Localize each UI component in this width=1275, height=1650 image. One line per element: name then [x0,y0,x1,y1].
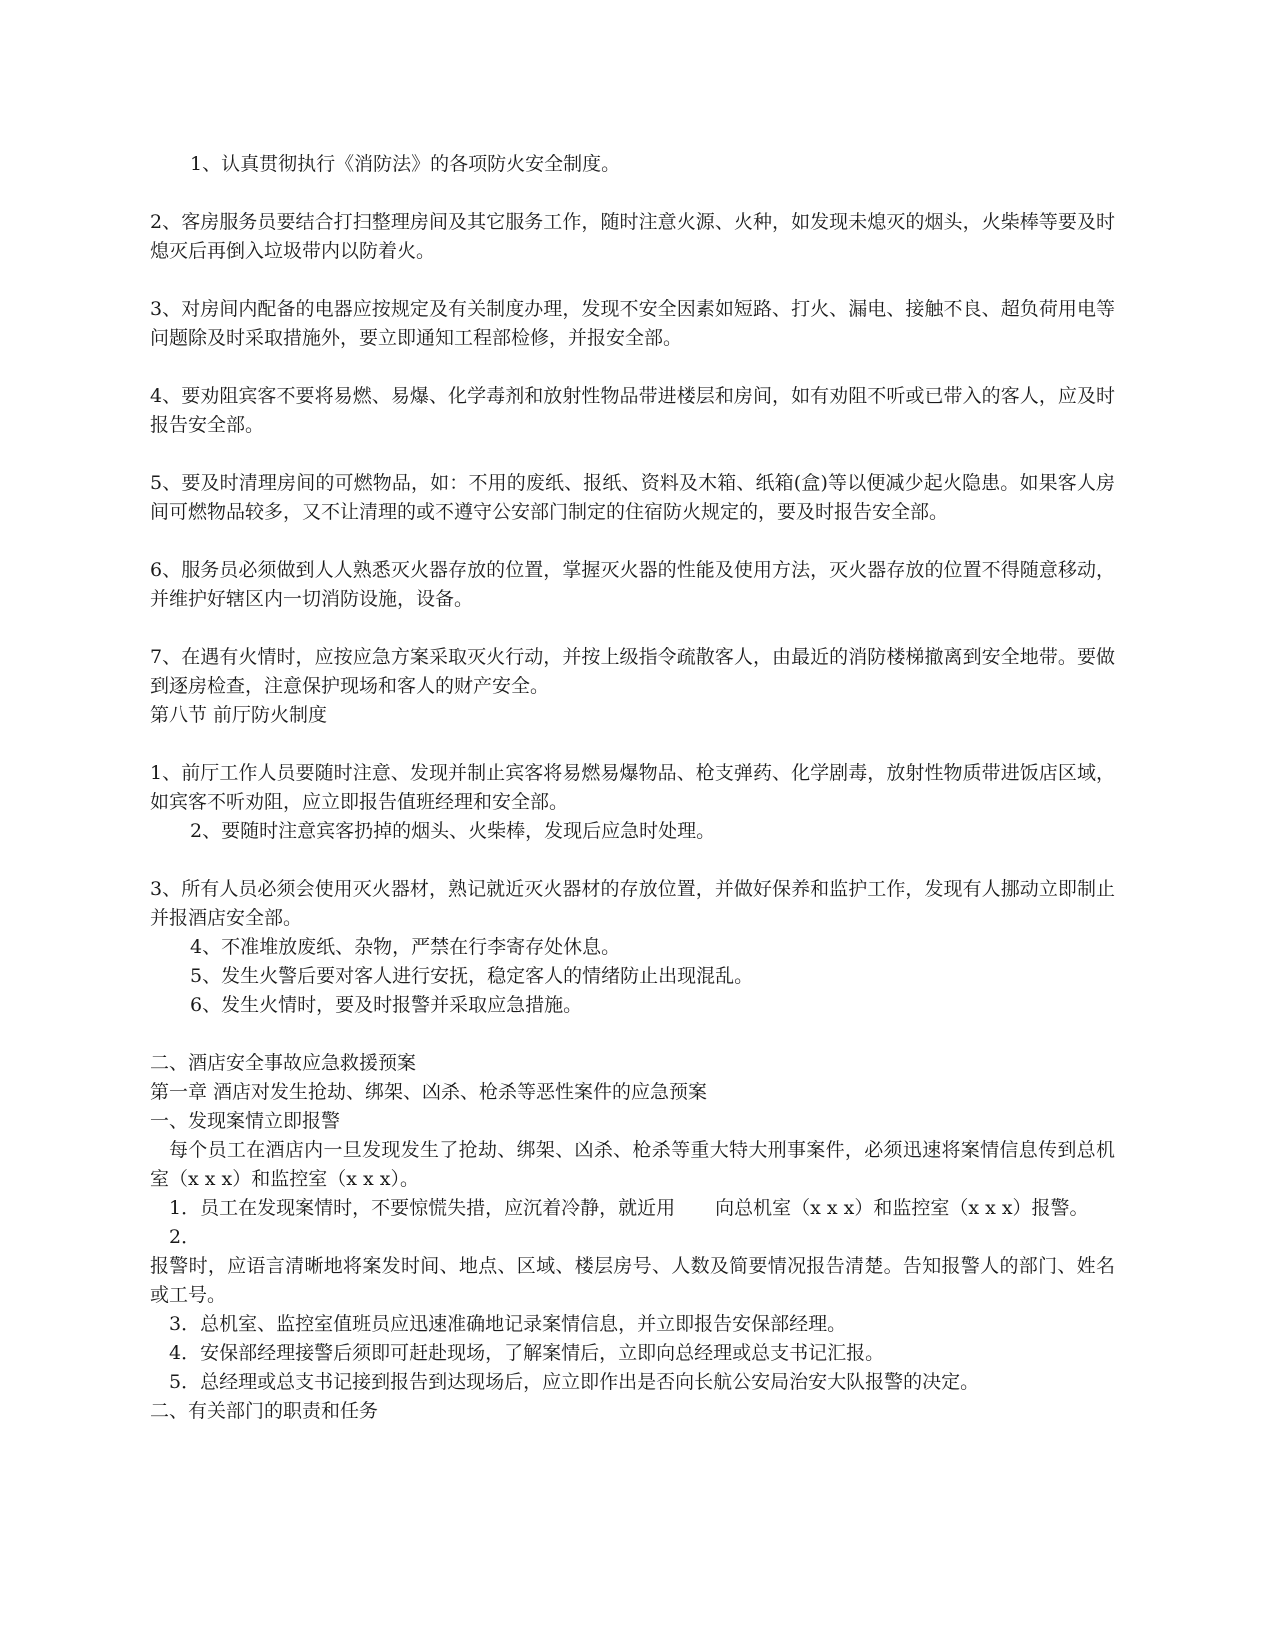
paragraph: 3、所有人员必须会使用灭火器材，熟记就近灭火器材的存放位置，并做好保养和监护工作，发现有人挪动立即制止并报酒店安全部。 [150,878,1115,929]
section-heading: 第八节 前厅防火制度 [150,704,328,726]
paragraph: 5、要及时清理房间的可燃物品，如：不用的废纸、报纸、资料及木箱、纸箱(盒)等以便减少起火隐患。如果客人房间可燃物品较多，又不让清理的或不遵守公安部门制定的住宿防火规定的，要及时报告安全部。 [150,472,1115,523]
step-1-text-b: 向总机室（x x x）和监控室（x x x）报警。 [715,1197,1089,1219]
paragraph: 2、客房服务员要结合打扫整理房间及其它服务工作，随时注意火源、火种，如发现未熄灭的烟头，火柴棒等要及时熄灭后再倒入垃圾带内以防着火。 [150,211,1115,262]
paragraph: 4、不准堆放废纸、杂物，严禁在行李寄存处休息。 [190,936,621,958]
paragraph: 1、前厅工作人员要随时注意、发现并制止宾客将易燃易爆物品、枪支弹药、化学剧毒，放射性物质带进饭店区域，如宾客不听劝阻，应立即报告值班经理和安全部。 [150,762,1115,813]
step-1 [150,1194,1115,1223]
paragraph: 5、发生火警后要对客人进行安抚，稳定客人的情绪防止出现混乱。 [190,965,754,987]
step-4: 4．安保部经理接警后须即可赶赴现场，了解案情后，立即向总经理或总支书记汇报。 [169,1342,885,1364]
sub-heading: 二、有关部门的职责和任务 [150,1400,379,1422]
step-5: 5．总经理或总支书记接到报告到达现场后，应立即作出是否向长航公安局治安大队报警的决定。 [169,1371,980,1393]
paragraph: 6、服务员必须做到人人熟悉灭火器存放的位置，掌握灭火器的性能及使用方法，灭火器存放的位置不得随意移动，并维护好辖区内一切消防设施，设备。 [150,559,1115,610]
step-2-number: 2． [169,1226,201,1248]
chapter-heading: 第一章 酒店对发生抢劫、绑架、凶杀、枪杀等恶性案件的应急预案 [150,1081,708,1103]
section-heading: 二、酒店安全事故应急救援预案 [150,1052,417,1074]
paragraph: 4、要劝阻宾客不要将易燃、易爆、化学毒剂和放射性物品带进楼层和房间，如有劝阻不听或已带入的客人，应及时报告安全部。 [150,385,1115,436]
step-3: 3．总机室、监控室值班员应迅速准确地记录案情信息，并立即报告安保部经理。 [169,1313,847,1335]
paragraph: 7、在遇有火情时，应按应急方案采取灭火行动，并按上级指令疏散客人，由最近的消防楼梯撤离到安全地带。要做到逐房检查，注意保护现场和客人的财产安全。 [150,646,1115,697]
sub-heading: 一、发现案情立即报警 [150,1110,341,1132]
paragraph: 每个员工在酒店内一旦发现发生了抢劫、绑架、凶杀、枪杀等重大特大刑事案件，必须迅速将案情信息传到总机室（x x x）和监控室（x x x）。 [150,1139,1115,1190]
paragraph: 3、对房间内配备的电器应按规定及有关制度办理，发现不安全因素如短路、打火、漏电、接触不良、超负荷用电等问题除及时采取措施外，要立即通知工程部检修，并报安全部。 [150,298,1115,349]
document-body [150,150,1115,1426]
step-1-text-a: 1．员工在发现案情时，不要惊慌失措，应沉着冷静，就近用 [169,1197,676,1219]
paragraph: 6、发生火情时，要及时报警并采取应急措施。 [190,994,583,1016]
step-2-text: 报警时，应语言清晰地将案发时间、地点、区域、楼层房号、人数及简要情况报告清楚。告知报警人的部门、姓名或工号。 [150,1255,1115,1306]
paragraph: 1、认真贯彻执行《消防法》的各项防火安全制度。 [190,153,621,175]
paragraph: 2、要随时注意宾客扔掉的烟头、火柴棒，发现后应急时处理。 [190,820,716,842]
